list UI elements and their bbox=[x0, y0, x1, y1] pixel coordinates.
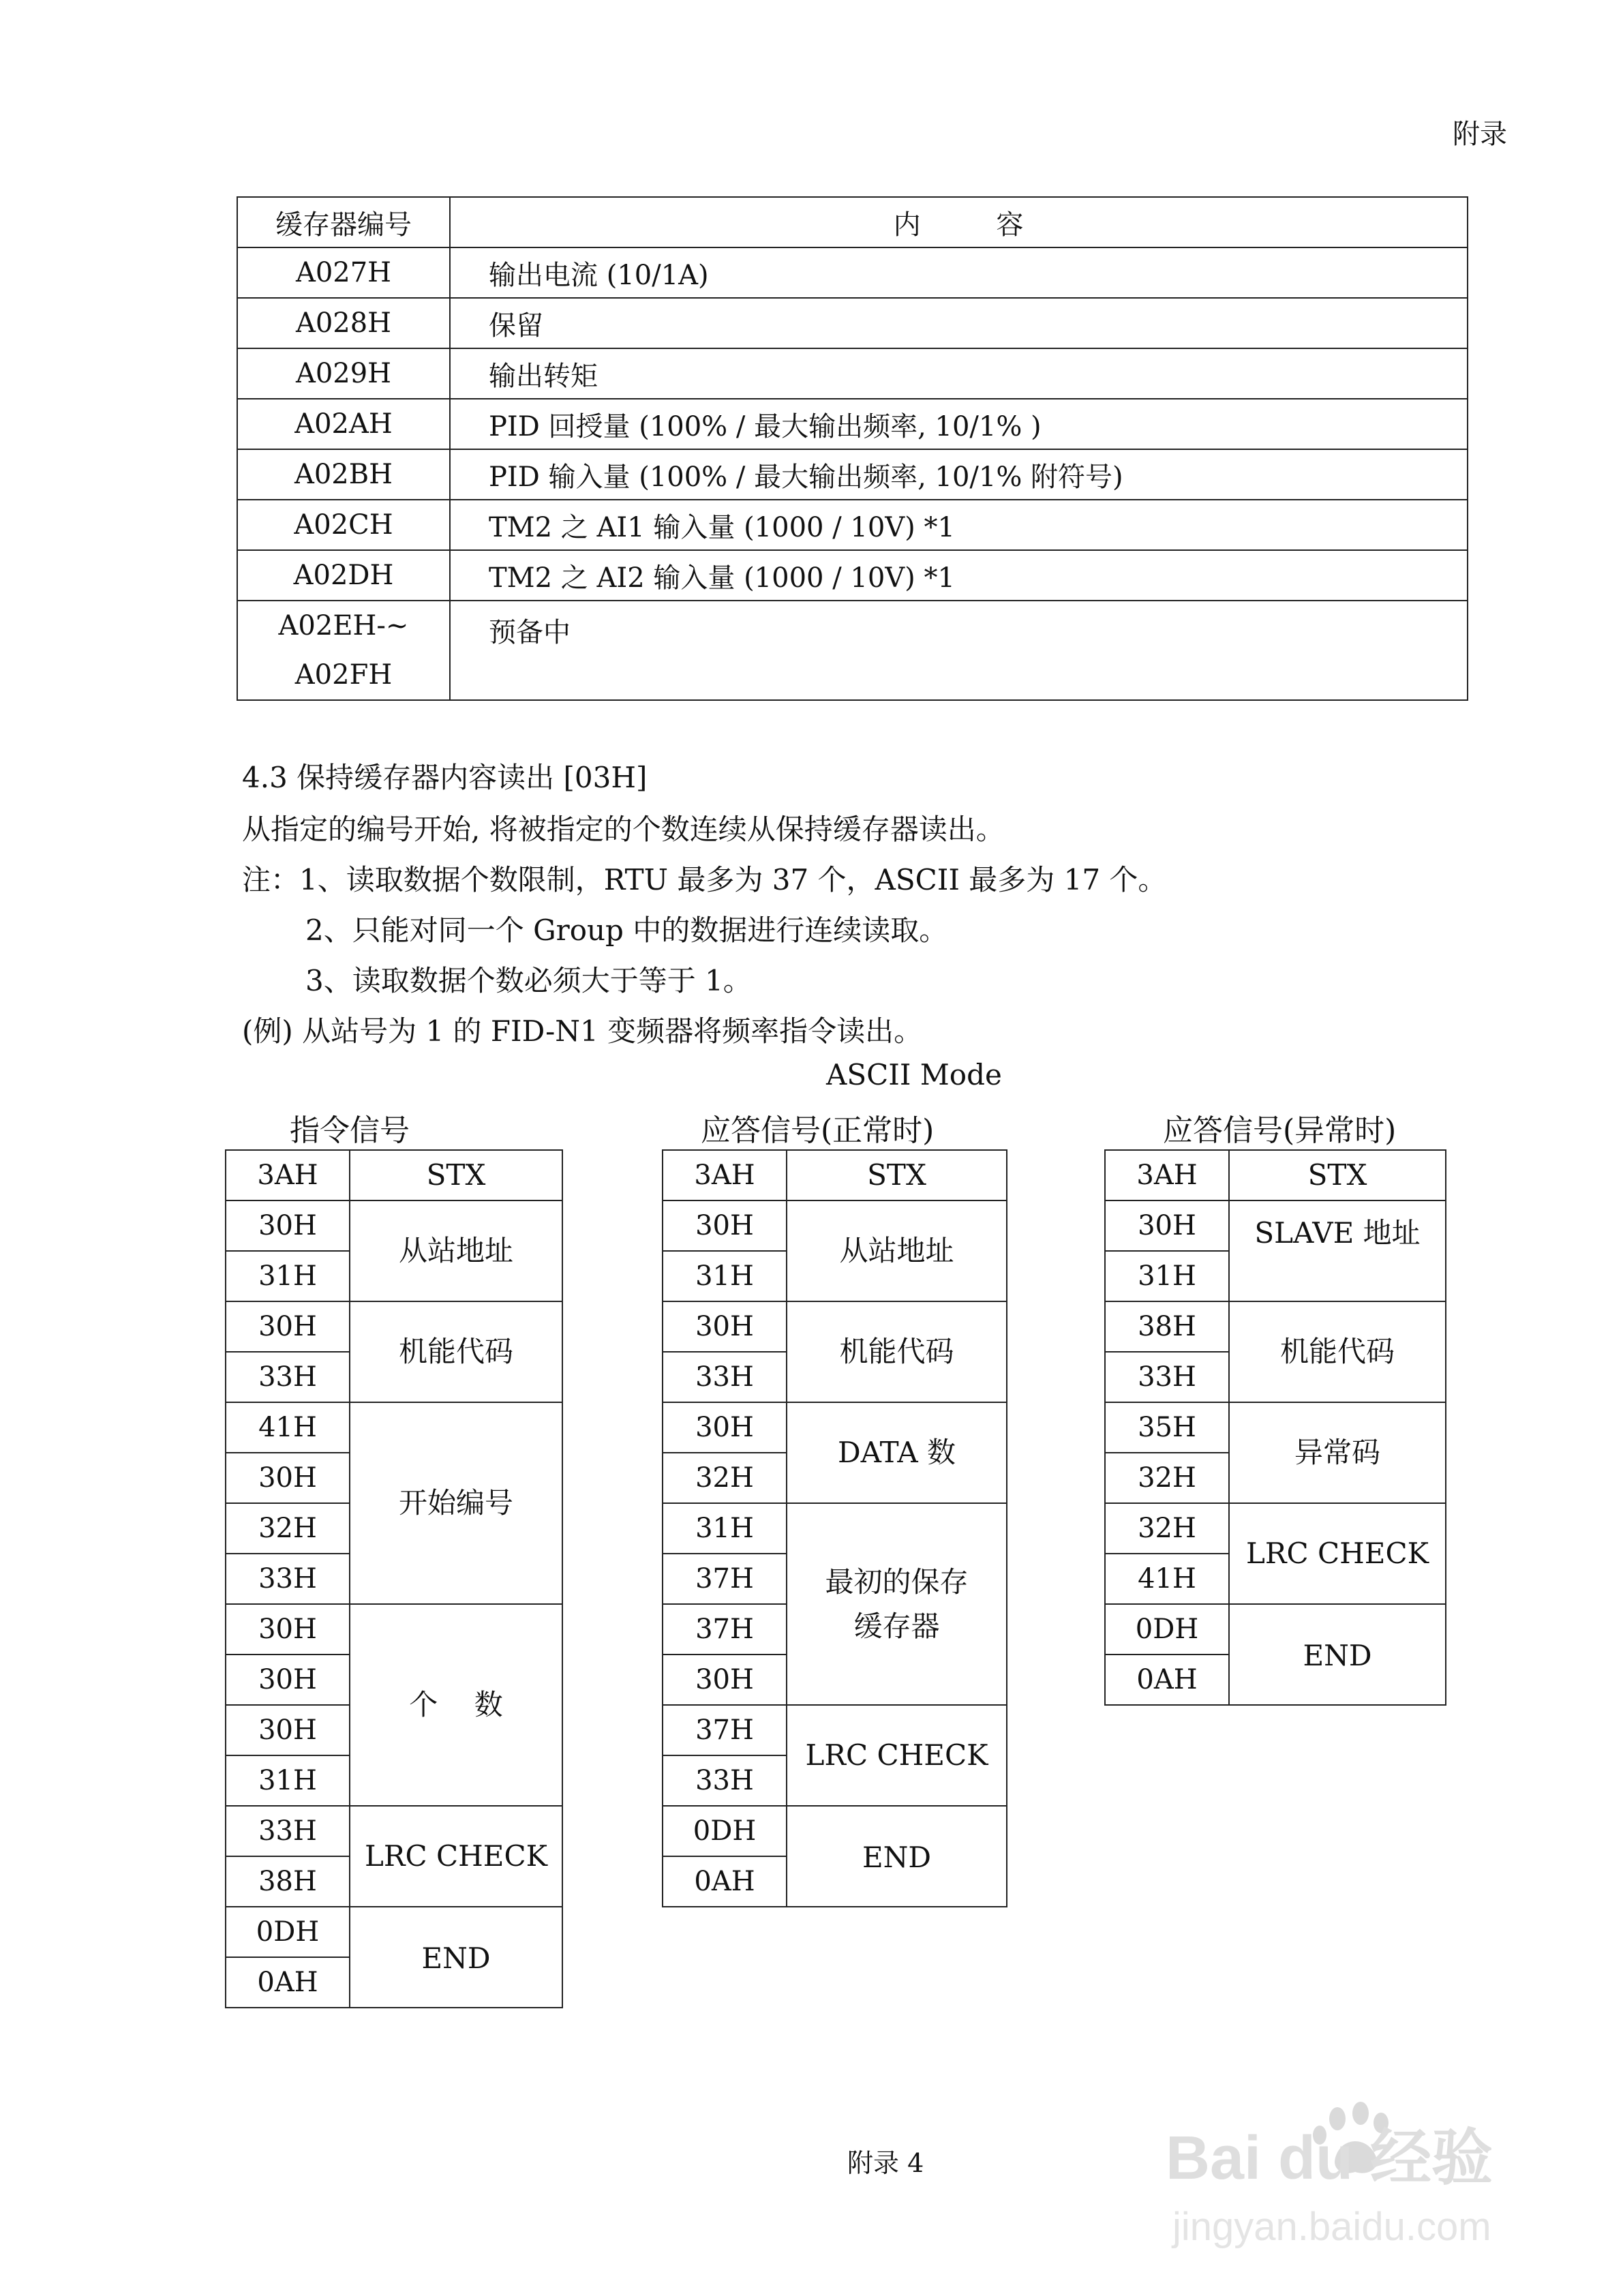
baidu-jingyan-watermark bbox=[1159, 2079, 1541, 2256]
section-title: 4.3 保持缓存器内容读出 [03H] bbox=[242, 761, 648, 794]
field-function-code: 机能代码 bbox=[350, 1302, 562, 1403]
register-description: 输出电流 (10/1A) bbox=[450, 247, 1468, 298]
hex-code: 30H bbox=[226, 1302, 349, 1353]
command-codes bbox=[226, 1151, 349, 2008]
hex-code: 3AH bbox=[226, 1151, 349, 1201]
hex-code: 31H bbox=[226, 1756, 349, 1807]
hex-code: 32H bbox=[1106, 1453, 1228, 1504]
header-content: 内 容 bbox=[450, 197, 1468, 247]
hex-code: 37H bbox=[663, 1605, 786, 1655]
field-slave-address: 从站地址 bbox=[350, 1201, 562, 1302]
hex-code: 30H bbox=[663, 1655, 786, 1706]
hex-code: 33H bbox=[663, 1756, 786, 1807]
hex-code: 30H bbox=[226, 1453, 349, 1504]
register-address bbox=[237, 601, 450, 700]
note-1: 注：1、读取数据个数限制，RTU 最多为 37 个，ASCII 最多为 17 个。 bbox=[242, 863, 1167, 896]
table-row bbox=[237, 399, 1468, 449]
register-description: 保留 bbox=[450, 298, 1468, 348]
note-3: 3、读取数据个数必须大于等于 1。 bbox=[305, 964, 752, 997]
hex-code: 37H bbox=[663, 1706, 786, 1756]
field-lrc-check: LRC CHECK bbox=[1230, 1504, 1445, 1605]
field-count: 个 数 bbox=[350, 1605, 562, 1807]
field-data-count: DATA 数 bbox=[787, 1403, 1006, 1504]
hex-code: 0AH bbox=[1136, 1664, 1198, 1695]
hex-code: 0DH bbox=[1106, 1605, 1228, 1655]
field-stx: STX bbox=[1230, 1151, 1445, 1201]
register-description: PID 输入量 (100% / 最大输出频率, 10/1% 附符号) bbox=[450, 449, 1468, 500]
hex-code: 38H bbox=[1106, 1302, 1228, 1353]
table-row bbox=[237, 601, 1468, 700]
table-row bbox=[237, 247, 1468, 298]
table-row bbox=[237, 550, 1468, 601]
normal-response-frame bbox=[662, 1149, 1007, 1907]
hex-code: 33H bbox=[226, 1807, 349, 1857]
table-header-row bbox=[237, 197, 1468, 247]
hex-code: 3AH bbox=[663, 1151, 786, 1201]
field-end: END bbox=[421, 1942, 491, 1976]
header-register-no: 缓存器编号 bbox=[237, 197, 450, 247]
field-first-register-line2: 缓存器 bbox=[853, 1610, 940, 1643]
field-first-register bbox=[787, 1504, 1006, 1706]
register-address: A02CH bbox=[237, 500, 450, 550]
register-description: 输出转矩 bbox=[450, 348, 1468, 399]
field-end: END bbox=[862, 1841, 932, 1875]
register-description: 预备中 bbox=[450, 601, 1468, 700]
field-stx: STX bbox=[350, 1151, 562, 1201]
page-number: 附录 4 bbox=[847, 2148, 924, 2178]
hex-code: 38H bbox=[226, 1857, 349, 1907]
command-caption: 指令信号 bbox=[290, 1113, 410, 1148]
hex-code: 30H bbox=[663, 1201, 786, 1252]
register-description: PID 回授量 (100% / 最大输出频率, 10/1% ) bbox=[450, 399, 1468, 449]
field-error-code: 异常码 bbox=[1230, 1403, 1445, 1504]
field-start-address: 开始编号 bbox=[350, 1403, 562, 1605]
hex-code: 30H bbox=[663, 1403, 786, 1453]
hex-code: 30H bbox=[226, 1605, 349, 1655]
register-address: A02BH bbox=[237, 449, 450, 500]
hex-code: 0DH bbox=[226, 1907, 349, 1958]
watermark-logo: Bai du 经验 bbox=[1166, 2124, 1493, 2192]
hex-code: 32H bbox=[226, 1504, 349, 1554]
hex-code: 41H bbox=[226, 1403, 349, 1453]
hex-code: 30H bbox=[663, 1302, 786, 1353]
field-first-register-line1: 最初的保存 bbox=[825, 1565, 969, 1599]
field-end: END bbox=[1303, 1639, 1372, 1673]
hex-code: 31H bbox=[663, 1252, 786, 1302]
normal-response-caption: 应答信号(正常时) bbox=[701, 1113, 935, 1148]
table-row bbox=[237, 500, 1468, 550]
hex-code: 32H bbox=[1106, 1504, 1228, 1554]
watermark-url: jingyan.baidu.com bbox=[1172, 2205, 1491, 2249]
register-description: TM2 之 AI2 输入量 (1000 / 10V) *1 bbox=[450, 550, 1468, 601]
hex-code: 35H bbox=[1106, 1403, 1228, 1453]
hex-code: 33H bbox=[226, 1554, 349, 1605]
register-address: A02DH bbox=[237, 550, 450, 601]
register-address-line2: A02FH bbox=[294, 659, 393, 691]
normal-response-codes bbox=[663, 1151, 786, 1907]
hex-code: 33H bbox=[663, 1353, 786, 1403]
hex-code: 33H bbox=[226, 1353, 349, 1403]
field-function-code: 机能代码 bbox=[1230, 1302, 1445, 1403]
register-address: A02AH bbox=[237, 399, 450, 449]
mode-label: ASCII Mode bbox=[826, 1058, 1002, 1091]
hex-code: 0DH bbox=[663, 1807, 786, 1857]
field-function-code: 机能代码 bbox=[787, 1302, 1006, 1403]
error-response-frame bbox=[1104, 1149, 1446, 1706]
hex-code: 31H bbox=[226, 1252, 349, 1302]
hex-code: 3AH bbox=[1106, 1151, 1228, 1201]
hex-code: 31H bbox=[663, 1504, 786, 1554]
register-address: A029H bbox=[237, 348, 450, 399]
table-row bbox=[237, 348, 1468, 399]
field-slave-address: 从站地址 bbox=[787, 1201, 1006, 1302]
example-text: (例) 从站号为 1 的 FID-N1 变频器将频率指令读出。 bbox=[242, 1014, 923, 1048]
field-lrc-check: LRC CHECK bbox=[350, 1807, 562, 1907]
section-intro: 从指定的编号开始, 将被指定的个数连续从保持缓存器读出。 bbox=[242, 813, 1005, 846]
register-table bbox=[237, 196, 1468, 701]
hex-code: 32H bbox=[663, 1453, 786, 1504]
header-section: 附录 bbox=[1453, 119, 1507, 150]
table-row bbox=[237, 298, 1468, 348]
field-slave-address: SLAVE 地址 bbox=[1230, 1201, 1445, 1302]
register-address: A028H bbox=[237, 298, 450, 348]
field-stx: STX bbox=[787, 1151, 1006, 1201]
hex-code: 30H bbox=[1106, 1201, 1228, 1252]
register-address: A027H bbox=[237, 247, 450, 298]
error-response-caption: 应答信号(异常时) bbox=[1163, 1113, 1397, 1148]
hex-code: 31H bbox=[1106, 1252, 1228, 1302]
error-response-codes bbox=[1106, 1151, 1228, 1706]
register-description: TM2 之 AI1 输入量 (1000 / 10V) *1 bbox=[450, 500, 1468, 550]
field-lrc-check: LRC CHECK bbox=[787, 1706, 1006, 1807]
hex-code: 30H bbox=[226, 1655, 349, 1706]
command-frame bbox=[225, 1149, 563, 2008]
register-address-line1: A02EH-~ bbox=[278, 610, 409, 641]
hex-code: 37H bbox=[663, 1554, 786, 1605]
hex-code: 0AH bbox=[257, 1967, 318, 1998]
note-2: 2、只能对同一个 Group 中的数据进行连续读取。 bbox=[305, 913, 948, 947]
hex-code: 30H bbox=[226, 1706, 349, 1756]
hex-code: 0AH bbox=[694, 1866, 755, 1897]
table-row bbox=[237, 449, 1468, 500]
hex-code: 33H bbox=[1106, 1353, 1228, 1403]
hex-code: 30H bbox=[226, 1201, 349, 1252]
hex-code: 41H bbox=[1106, 1554, 1228, 1605]
